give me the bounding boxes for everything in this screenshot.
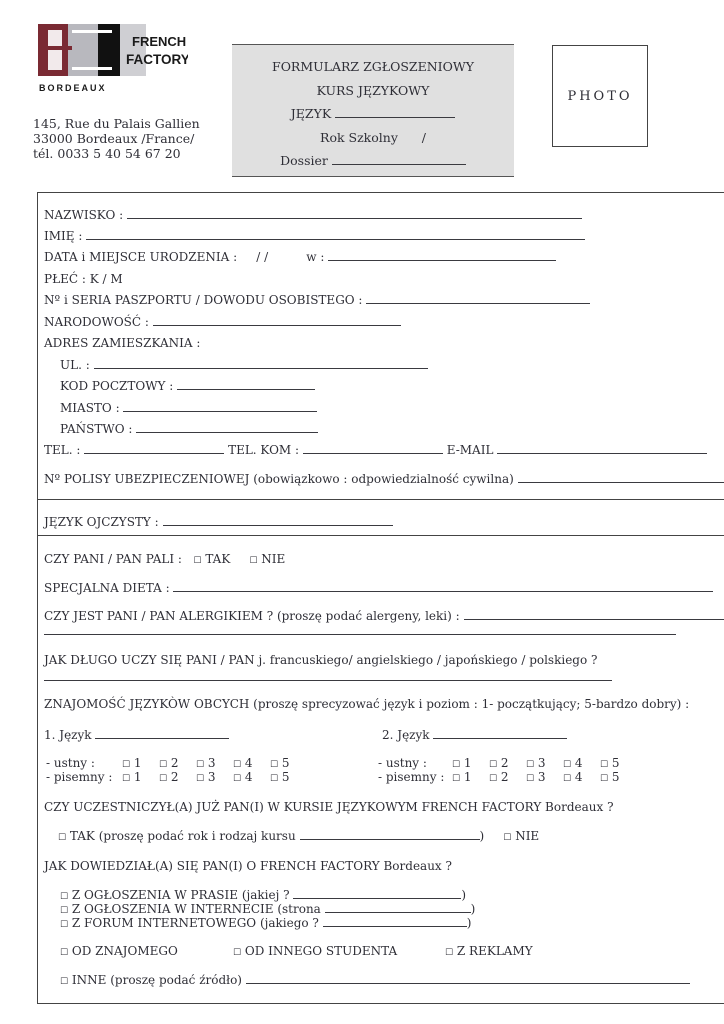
friend-label: OD ZNAJOMEGO bbox=[71, 944, 178, 958]
street-label: UL. : bbox=[60, 358, 90, 372]
sex-label: PŁEĆ : K / M bbox=[44, 272, 123, 286]
checkbox[interactable]: ☐ bbox=[503, 833, 512, 843]
checkbox[interactable]: ☐ bbox=[526, 760, 535, 770]
form-header-box bbox=[232, 44, 514, 177]
smoke-yes-label: TAK bbox=[205, 552, 231, 566]
surname-field[interactable] bbox=[127, 208, 582, 219]
section-divider bbox=[37, 535, 724, 536]
level-option[interactable] bbox=[270, 770, 290, 786]
photo-label: PHOTO bbox=[567, 88, 633, 104]
tel-label: TEL. : bbox=[44, 443, 81, 457]
level-number: 5 bbox=[281, 770, 290, 784]
birth-label: DATA i MIEJSCE URODZENIA : bbox=[44, 250, 238, 264]
checkbox[interactable]: ☐ bbox=[60, 920, 69, 930]
passport-field[interactable] bbox=[366, 293, 590, 304]
smoke-question: CZY PANI / PAN PALI : bbox=[44, 552, 182, 566]
email-label: E-MAIL bbox=[446, 443, 494, 457]
tel-mobile-label: TEL. KOM : bbox=[228, 443, 300, 457]
school-year-separator: / bbox=[421, 130, 426, 145]
birth-place-field[interactable] bbox=[328, 250, 556, 261]
level-option[interactable] bbox=[600, 770, 620, 786]
checkbox[interactable]: ☐ bbox=[445, 948, 454, 958]
previous-course-question: CZY UCZESTNICZYŁ(A) JUŻ PAN(I) W KURSIE JĘZYKOWYM FRENCH FACTORY Bordeaux ? bbox=[44, 800, 614, 814]
insurance-label: Nº POLISY UBEZPIECZENIOWEJ (obowiązkowo : odpowiedzialność cywilna) bbox=[44, 472, 514, 486]
level-number: 4 bbox=[244, 756, 253, 770]
smoke-no-label: NIE bbox=[261, 552, 286, 566]
dossier-label: Dossier bbox=[280, 153, 328, 168]
level-number: 5 bbox=[611, 756, 620, 770]
birth-place-label: w : bbox=[306, 250, 325, 264]
checkbox[interactable]: ☐ bbox=[60, 906, 69, 916]
language-field[interactable] bbox=[335, 107, 455, 118]
level-option[interactable] bbox=[233, 770, 253, 786]
level-option[interactable] bbox=[452, 770, 472, 786]
logo-text-bordeaux: BORDEAUX bbox=[39, 83, 107, 93]
level-number: 3 bbox=[537, 770, 546, 784]
logo-text-french: FRENCH bbox=[132, 34, 187, 49]
checkbox[interactable]: ☐ bbox=[233, 948, 242, 958]
dossier-field[interactable] bbox=[332, 154, 466, 165]
level-number: 1 bbox=[133, 770, 142, 784]
school-address bbox=[33, 116, 200, 161]
checkbox[interactable]: ☐ bbox=[58, 833, 67, 843]
checkbox[interactable]: ☐ bbox=[60, 892, 69, 902]
level-number: 1 bbox=[133, 756, 142, 770]
checkbox[interactable]: ☐ bbox=[196, 760, 205, 770]
first-name-field[interactable] bbox=[86, 229, 585, 240]
allergy-label: CZY JEST PANI / PAN ALERGIKIEM ? (proszę podać alergeny, leki) : bbox=[44, 609, 460, 623]
level-option[interactable] bbox=[122, 770, 142, 786]
logo-graphic bbox=[38, 20, 188, 95]
checkbox[interactable]: ☐ bbox=[196, 774, 205, 784]
internet-field[interactable] bbox=[325, 902, 471, 913]
city-field[interactable] bbox=[123, 401, 317, 412]
lang2-oral-label: - ustny : bbox=[378, 756, 427, 770]
foreign-languages-question: ZNAJOMOŚĆ JĘZYKÒW OBCYCH (proszę sprecyzować język i poziom : 1- początkujący; 5-bardzo dobry) : bbox=[44, 697, 690, 711]
allergy-field[interactable] bbox=[464, 609, 724, 620]
email-field[interactable] bbox=[497, 443, 707, 454]
level-number: 5 bbox=[281, 756, 290, 770]
forum-label: Z FORUM INTERNETOWEGO (jakiego ? bbox=[71, 916, 319, 930]
forum-close: ) bbox=[466, 916, 472, 930]
lang1-written-label: - pisemny : bbox=[46, 770, 113, 784]
street-field[interactable] bbox=[94, 358, 428, 369]
level-number: 1 bbox=[463, 756, 472, 770]
checkbox[interactable]: ☐ bbox=[233, 774, 242, 784]
level-number: 3 bbox=[207, 770, 216, 784]
section-divider bbox=[37, 499, 724, 500]
checkbox[interactable]: ☐ bbox=[489, 774, 498, 784]
lang1-oral-label: - ustny : bbox=[46, 756, 95, 770]
other-label: INNE (proszę podać źródło) bbox=[71, 973, 242, 987]
passport-label: Nº i SERIA PASZPORTU / DOWODU OSOBISTEGO : bbox=[44, 293, 363, 307]
prev-yes-label: TAK (proszę podać rok i rodzaj kursu bbox=[69, 829, 296, 843]
checkbox[interactable]: ☐ bbox=[452, 774, 461, 784]
lang2-label: 2. Język bbox=[382, 728, 430, 742]
diet-label: SPECJALNA DIETA : bbox=[44, 581, 170, 595]
surname-label: NAZWISKO : bbox=[44, 208, 124, 222]
lang1-label: 1. Język bbox=[44, 728, 92, 742]
prev-close: ) bbox=[479, 829, 485, 843]
form-title: FORMULARZ ZGŁOSZENIOWY bbox=[272, 59, 474, 74]
level-number: 3 bbox=[207, 756, 216, 770]
school-year-label: Rok Szkolny bbox=[320, 130, 398, 145]
lang1-field[interactable] bbox=[95, 728, 229, 739]
internet-label: Z OGŁOSZENIA W INTERNECIE (strona bbox=[71, 902, 321, 916]
address-line: 33000 Bordeaux /France/ bbox=[33, 131, 195, 146]
prev-no-label: NIE bbox=[515, 829, 540, 843]
nationality-label: NARODOWOŚĆ : bbox=[44, 315, 149, 329]
checkbox[interactable]: ☐ bbox=[563, 774, 572, 784]
french-factory-logo bbox=[38, 20, 188, 95]
study-duration-question: JAK DŁUGO UCZY SIĘ PANI / PAN j. francuskiego/ angielskiego / japońskiego / polskiego ? bbox=[44, 653, 598, 667]
study-duration-field[interactable] bbox=[44, 680, 612, 681]
other-field[interactable] bbox=[246, 973, 690, 984]
how-heard-question: JAK DOWIEDZIAŁ(A) SIĘ PAN(I) O FRENCH FACTORY Bordeaux ? bbox=[44, 859, 452, 873]
insurance-field[interactable] bbox=[518, 472, 724, 483]
checkbox[interactable]: ☐ bbox=[270, 760, 279, 770]
press-field[interactable] bbox=[293, 888, 461, 899]
address-phone: tél. 0033 5 40 54 67 20 bbox=[33, 146, 181, 161]
checkbox[interactable]: ☐ bbox=[600, 760, 609, 770]
level-number: 2 bbox=[170, 756, 179, 770]
checkbox[interactable]: ☐ bbox=[452, 760, 461, 770]
prev-course-field[interactable] bbox=[300, 829, 480, 840]
checkbox[interactable]: ☐ bbox=[60, 977, 69, 987]
level-number: 4 bbox=[244, 770, 253, 784]
checkbox[interactable]: ☐ bbox=[563, 760, 572, 770]
level-number: 5 bbox=[611, 770, 620, 784]
language-label: JĘZYK bbox=[290, 106, 332, 121]
checkbox[interactable]: ☐ bbox=[600, 774, 609, 784]
level-number: 2 bbox=[500, 770, 509, 784]
checkbox[interactable]: ☐ bbox=[270, 774, 279, 784]
press-close: ) bbox=[461, 888, 467, 902]
city-label: MIASTO : bbox=[60, 401, 120, 415]
level-number: 2 bbox=[500, 756, 509, 770]
country-label: PAŃSTWO : bbox=[60, 422, 133, 436]
level-option[interactable] bbox=[489, 770, 509, 786]
diet-field[interactable] bbox=[173, 581, 713, 592]
nationality-field[interactable] bbox=[153, 315, 401, 326]
level-number: 4 bbox=[574, 770, 583, 784]
level-number: 3 bbox=[537, 756, 546, 770]
checkbox[interactable]: ☐ bbox=[159, 774, 168, 784]
checkbox[interactable]: ☐ bbox=[159, 760, 168, 770]
birth-date-separator: / / bbox=[256, 250, 269, 264]
press-label: Z OGŁOSZENIA W PRASIE (jakiej ? bbox=[71, 888, 290, 902]
lang2-written-label: - pisemny : bbox=[378, 770, 445, 784]
photo-box[interactable] bbox=[552, 45, 648, 147]
checkbox[interactable]: ☐ bbox=[489, 760, 498, 770]
ad-label: Z REKLAMY bbox=[456, 944, 533, 958]
tel-mobile-field[interactable] bbox=[303, 443, 443, 454]
address-line: 145, Rue du Palais Gallien bbox=[33, 116, 200, 131]
country-field[interactable] bbox=[136, 422, 318, 433]
student-label: OD INNEGO STUDENTA bbox=[244, 944, 398, 958]
checkbox[interactable]: ☐ bbox=[526, 774, 535, 784]
tel-field[interactable] bbox=[84, 443, 224, 454]
level-option[interactable] bbox=[196, 770, 216, 786]
address-header: ADRES ZAMIESZKANIA : bbox=[44, 336, 201, 350]
level-number: 1 bbox=[463, 770, 472, 784]
level-option[interactable] bbox=[526, 770, 546, 786]
level-number: 2 bbox=[170, 770, 179, 784]
logo-text-factory: FACTORY bbox=[126, 52, 188, 67]
first-name-label: IMIĘ : bbox=[44, 229, 83, 243]
checkbox[interactable]: ☐ bbox=[193, 556, 202, 566]
level-option[interactable] bbox=[159, 770, 179, 786]
lang2-field[interactable] bbox=[433, 728, 567, 739]
level-option[interactable] bbox=[563, 770, 583, 786]
allergy-field-line2[interactable] bbox=[44, 634, 676, 635]
checkbox[interactable]: ☐ bbox=[60, 948, 69, 958]
native-language-label: JĘZYK OJCZYSTY : bbox=[44, 515, 159, 529]
native-language-field[interactable] bbox=[163, 515, 393, 526]
checkbox[interactable]: ☐ bbox=[122, 774, 131, 784]
postal-field[interactable] bbox=[177, 379, 315, 390]
forum-field[interactable] bbox=[323, 916, 467, 927]
internet-close: ) bbox=[470, 902, 476, 916]
checkbox[interactable]: ☐ bbox=[249, 556, 258, 566]
form-frame bbox=[37, 192, 724, 1004]
postal-label: KOD POCZTOWY : bbox=[60, 379, 174, 393]
checkbox[interactable]: ☐ bbox=[122, 760, 131, 770]
level-number: 4 bbox=[574, 756, 583, 770]
checkbox[interactable]: ☐ bbox=[233, 760, 242, 770]
course-title: KURS JĘZYKOWY bbox=[316, 83, 430, 98]
